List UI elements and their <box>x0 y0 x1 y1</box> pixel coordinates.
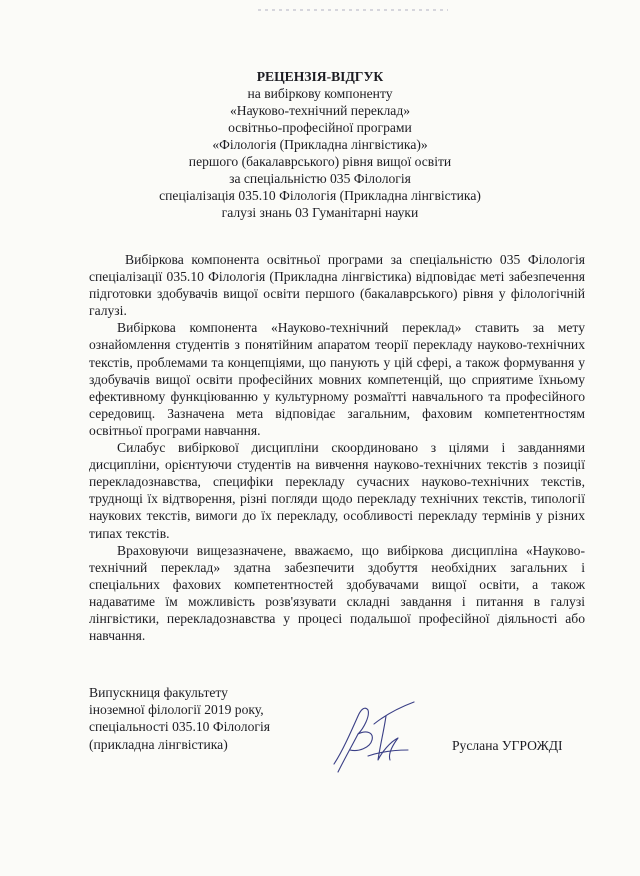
author-block <box>89 684 319 753</box>
document-title: РЕЦЕНЗІЯ-ВІДГУК <box>256 69 384 84</box>
header-line: освітньо-професійної програми <box>228 120 412 135</box>
header-line: першого (бакалаврського) рівня вищої освіти <box>188 154 452 169</box>
document-header <box>60 68 580 221</box>
header-line: за спеціальністю 035 Філологія <box>229 171 411 186</box>
signer-name: Руслана УГРОЖДІ <box>452 738 563 753</box>
header-line: «Науково-технічний переклад» <box>229 103 411 118</box>
author-line: іноземної філології 2019 року, <box>89 702 264 718</box>
body-paragraph: Вибіркова компонента освітньої програми за спеціальністю 035 Філологія спеціалізації 035.10 Філологія (Прикладна лінгвістика) відповідає меті забезпечення підготовки здобувачів вищої освіти першого (бакалаврського) рівня у філологічній галузі. <box>89 252 585 319</box>
document-body <box>89 251 585 644</box>
author-line: спеціальності 035.10 Філологія <box>89 719 270 735</box>
handwritten-signature <box>328 694 418 778</box>
header-line: «Філологія (Прикладна лінгвістика)» <box>212 137 428 152</box>
author-line: Випускниця факультету <box>89 685 228 700</box>
scan-artifact <box>258 8 448 12</box>
header-line: на вибіркову компоненту <box>247 86 393 101</box>
body-paragraph: Вибіркова компонента «Науково-технічний переклад» ставить за мету ознайомлення студентів з понятійним апаратом теорії перекладу науково-технічних текстів, проблемами та концепціями, що панують у цій сфері, а також формування у здобувачів вищої освіти професійних мовних компетенцій, що сприятиме їхньому ефективному функціюванню у культурному розмаїтті навчального та професійного середовищ. Зазначена мета відповідає загальним, фаховим компетентностям освітньої програми навчання. <box>89 320 585 438</box>
body-paragraph: Враховуючи вищезазначене, вважаємо, що вибіркова дисципліна «Науково-технічний переклад» здатна забезпечити здобуття необхідних загальних і спеціальних фахових компетентностей здобувачами вищої освіти, а також надаватиме їм можливість розв'язувати складні завдання і питання в галузі лінгвістики, перекладознавства у процесі подальшої професійної діяльності або навчання. <box>89 542 585 644</box>
header-line: спеціалізація 035.10 Філологія (Прикладна лінгвістика) <box>159 188 481 203</box>
author-line: (прикладна лінгвістика) <box>89 736 228 752</box>
body-paragraph: Силабус вибіркової дисципліни скоординовано з цілями і завданнями дисципліни, орієнтуючи студентів на вивчення науково-технічних текстів з позиції перекладознавства, специфіки перекладу сучасних науково-технічних текстів, труднощі їх відтворення, різні погляди щодо перекладу технічних текстів, типології наукових текстів, вимоги до їх перекладу, особливості перекладу термінів у різних типах текстів. <box>89 440 585 541</box>
header-line: галузі знань 03 Гуманітарні науки <box>221 205 419 220</box>
